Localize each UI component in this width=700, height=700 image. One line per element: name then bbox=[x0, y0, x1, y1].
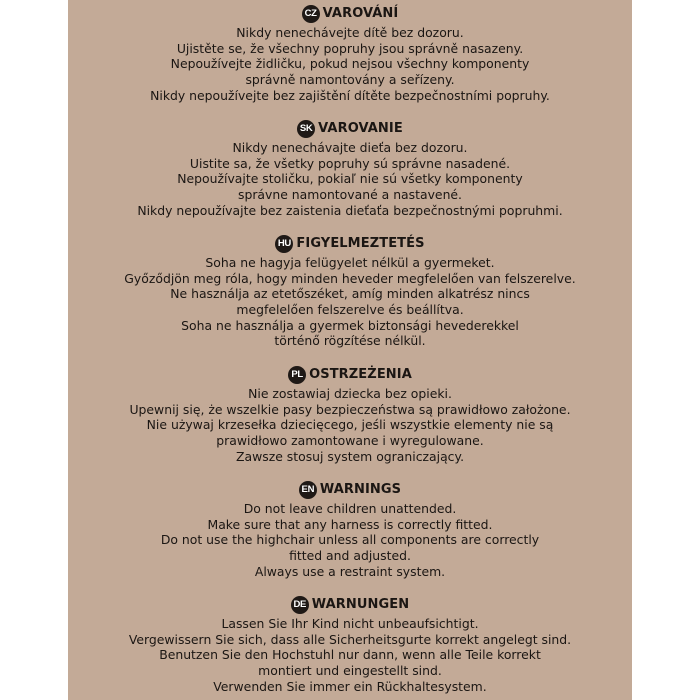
warning-line: Nikdy nenechávejte dítě bez dozoru. bbox=[236, 25, 464, 40]
warning-line: správně namontovány a seřízeny. bbox=[245, 72, 455, 88]
warning-line: Győződjön meg róla, hogy minden heveder megfelelően van felszerelve. bbox=[124, 270, 576, 286]
warning-line: Soha ne hagyja felügyelet nélkül a gyermeket. bbox=[205, 255, 495, 270]
warning-line: Vergewissern Sie sich, dass alle Sicherheitsgurte korrekt angelegt sind. bbox=[128, 631, 572, 647]
warning-line: prawidłowo zamontowane i wyregulowane. bbox=[216, 433, 484, 449]
section-title: FIGYELMEZTETÉS bbox=[296, 236, 425, 251]
section-heading bbox=[68, 365, 632, 384]
warning-line: Zawsze stosuj system ograniczający. bbox=[235, 448, 465, 464]
section-heading bbox=[68, 4, 632, 23]
warning-line: Nikdy nepoužívejte bez zajištění dítěte bezpečnostními popruhy. bbox=[150, 87, 550, 103]
language-badge: DE bbox=[291, 596, 309, 614]
warning-line: történő rögzítése nélkül. bbox=[274, 333, 426, 349]
warning-line: Ne használja az etetőszéket, amíg minden alkatrész nincs bbox=[170, 286, 530, 302]
language-badge: PL bbox=[288, 366, 306, 384]
warning-line: fitted and adjusted. bbox=[289, 548, 411, 564]
warning-line: Nepoužívajte stoličku, pokiaľ nie sú všetky komponenty bbox=[177, 171, 523, 187]
warning-section-de bbox=[68, 595, 632, 694]
warning-section-en bbox=[68, 480, 632, 579]
warning-line: Always use a restraint system. bbox=[254, 563, 446, 579]
section-heading bbox=[68, 234, 632, 253]
language-badge: HU bbox=[275, 235, 293, 253]
warning-line: Nie zostawiaj dziecka bez opieki. bbox=[248, 386, 452, 401]
warning-label-panel bbox=[68, 0, 632, 700]
section-heading bbox=[68, 119, 632, 138]
warning-line: Do not leave children unattended. bbox=[243, 501, 457, 516]
section-title: WARNINGS bbox=[319, 482, 402, 497]
warning-line: Uistite sa, že všetky popruhy sú správne nasadené. bbox=[189, 155, 511, 171]
section-title: VAROVANIE bbox=[318, 121, 403, 136]
warning-line: montiert und eingestellt sind. bbox=[258, 663, 442, 679]
section-title: OSTRZEŻENIA bbox=[309, 367, 412, 382]
warning-line: Nepoužívejte židličku, pokud nejsou všechny komponenty bbox=[170, 56, 530, 72]
warning-line: Nikdy nepoužívajte bez zaistenia dieťaťa bezpečnostnými popruhmi. bbox=[137, 202, 563, 218]
warning-section-pl bbox=[68, 365, 632, 464]
section-heading bbox=[68, 480, 632, 499]
warning-line: Nikdy nenechávajte dieťa bez dozoru. bbox=[232, 140, 468, 155]
warning-line: Soha ne használja a gyermek biztonsági hevederekkel bbox=[181, 317, 519, 333]
warning-line: Benutzen Sie den Hochstuhl nur dann, wenn alle Teile korrekt bbox=[159, 647, 541, 663]
warning-section-cz bbox=[68, 4, 632, 103]
warning-line: Nie używaj krzesełka dziecięcego, jeśli wszystkie elementy nie są bbox=[146, 417, 554, 433]
warning-line: správne namontované a nastavené. bbox=[237, 187, 463, 203]
warning-line: megfelelően felszerelve és beállítva. bbox=[236, 302, 464, 318]
language-badge: CZ bbox=[302, 5, 320, 23]
warning-line: Upewnij się, że wszelkie pasy bezpieczeństwa są prawidłowo założone. bbox=[129, 401, 571, 417]
warning-line: Lassen Sie Ihr Kind nicht unbeaufsichtigt. bbox=[221, 616, 479, 631]
warning-section-sk bbox=[68, 119, 632, 218]
language-badge: EN bbox=[299, 481, 317, 499]
section-title: WARNUNGEN bbox=[311, 597, 410, 612]
warning-line: Ujistěte se, že všechny popruhy jsou správně nasazeny. bbox=[176, 40, 524, 56]
warning-section-hu bbox=[68, 234, 632, 349]
warning-line: Do not use the highchair unless all components are correctly bbox=[160, 532, 540, 548]
warning-line: Verwenden Sie immer ein Rückhaltesystem. bbox=[213, 678, 487, 694]
warning-line: Make sure that any harness is correctly fitted. bbox=[207, 516, 493, 532]
section-title: VAROVÁNÍ bbox=[322, 6, 399, 21]
section-heading bbox=[68, 595, 632, 614]
language-badge: SK bbox=[297, 120, 315, 138]
